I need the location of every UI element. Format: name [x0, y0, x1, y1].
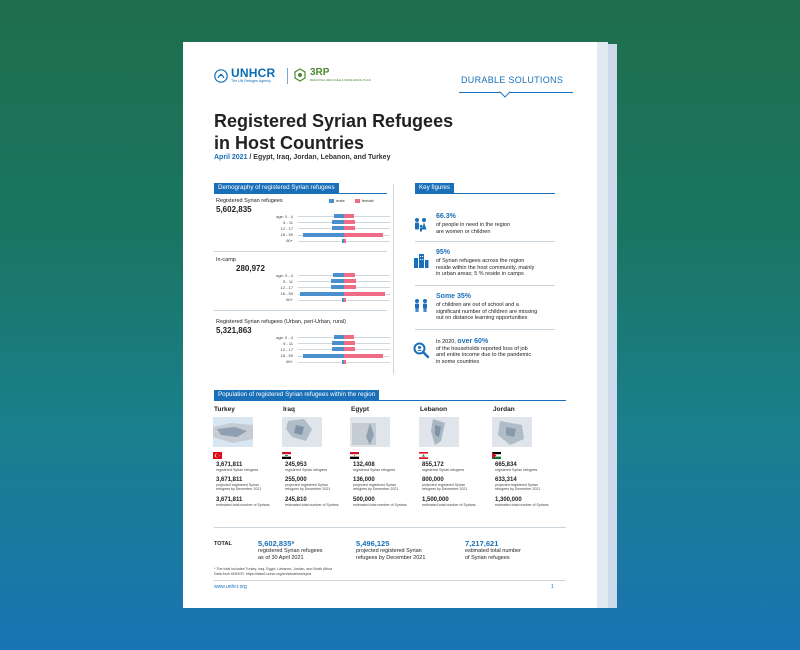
3rp-subtitle: REGIONAL REFUGEE & RESILIENCE PLAN [310, 78, 371, 82]
footer-url[interactable]: www.unhcr.org [214, 584, 247, 590]
map-icon [213, 417, 253, 447]
demography-separator [214, 251, 387, 252]
male-bar [303, 354, 344, 358]
kf3-value: Some 35% [436, 293, 472, 300]
country-name: Egypt [351, 406, 370, 413]
country-column-egypt [351, 406, 419, 507]
country-column-jordan [493, 406, 561, 507]
key-figures-rule [415, 193, 555, 194]
kf-separator-3 [415, 329, 555, 330]
female-bar [344, 335, 354, 339]
total-registered-label-1: registered Syrian refugees [258, 548, 323, 554]
stat-projected-label-2: refugees by December 2021 [495, 487, 541, 492]
country-stats [422, 462, 492, 507]
total-projected [356, 539, 425, 561]
footer-rule [214, 580, 566, 581]
stat-projected-label-2: refugees by December 2021 [285, 487, 331, 492]
country-column-iraq [283, 406, 351, 507]
female-bar [344, 347, 355, 351]
subtitle-date: April 2021 [214, 154, 248, 161]
egypt-flag-icon [350, 452, 359, 459]
unhcr-subtitle: The UN Refugee Agency [231, 79, 271, 83]
kf1-value: 66.3% [436, 213, 456, 220]
jordan-flag-icon [492, 452, 501, 459]
female-bar [344, 239, 346, 243]
stat-estimated-value: 3,671,811 [216, 496, 243, 503]
population-rule [214, 400, 566, 401]
country-column-lebanon [420, 406, 488, 507]
3rp-logo [293, 68, 371, 82]
magnifier-icon [412, 341, 430, 359]
total-projected-label-1: projected registered Syrian [356, 548, 422, 554]
unhcr-logo [214, 68, 275, 83]
column-divider [393, 184, 394, 374]
age-group-label: age: 0 - 4 [276, 272, 293, 278]
key-figures-heading: Key figures [415, 183, 454, 193]
country-column-turkey [214, 406, 282, 507]
kf2-line-3: in urban areas; 5 % reside in camps [436, 271, 524, 278]
demography-block-value: 5,602,835 [216, 205, 252, 214]
country-name: Iraq [283, 406, 295, 413]
total-registered-value: 5,602,835* [258, 539, 295, 548]
female-bar [344, 285, 356, 289]
stat-projected-label-2: refugees by December 2021 [216, 487, 262, 492]
female-bar [344, 220, 355, 224]
page-subtitle [214, 154, 390, 161]
stat-registered-label: registered Syrian refugees [285, 468, 328, 472]
demography-block-value: 5,321,863 [216, 326, 252, 335]
stat-projected-value: 136,000 [353, 477, 375, 484]
demography-block-value: 280,972 [236, 264, 265, 273]
kf-separator-2 [415, 285, 555, 286]
stat-estimated-value: 1,500,000 [422, 496, 449, 503]
age-group-label: 60+ [286, 297, 293, 303]
male-bar [334, 214, 344, 218]
age-group-label: 12 - 17 [280, 225, 293, 231]
title-line-1: Registered Syrian Refugees [214, 111, 454, 131]
map-icon [492, 417, 532, 447]
kf2-line-1: of Syrian refugees across the region [436, 258, 525, 264]
male-bar [333, 273, 344, 277]
female-swatch [355, 199, 360, 203]
legend-female: female [361, 198, 374, 203]
total-projected-label-2: refugees by December 2021 [356, 554, 426, 561]
iraq-flag-icon [282, 452, 291, 459]
country-map [492, 417, 532, 447]
age-group-label: 60+ [286, 359, 293, 365]
female-bar [344, 279, 356, 283]
kf-separator-1 [415, 241, 555, 242]
kf1-line-1: of people in need in the region [436, 222, 511, 228]
male-bar [300, 292, 344, 296]
legend-male: male [336, 198, 345, 203]
stat-registered-value: 3,671,811 [216, 462, 243, 468]
kf3-line-2: significant number of children are missing [436, 308, 538, 315]
total-projected-value: 5,496,125 [356, 539, 390, 548]
country-name: Lebanon [420, 406, 448, 413]
male-bar [332, 341, 344, 345]
total-registered [258, 539, 323, 561]
kf4-line-3: in some countries [436, 358, 480, 365]
footnote-1: * The total includes Turkey, Iraq, Egypt, Lebanon, Jordan, and North Africa [214, 567, 333, 571]
age-group-label: age: 0 - 4 [276, 334, 293, 340]
map-icon [282, 417, 322, 447]
age-group-label: 5 - 11 [283, 278, 293, 284]
stat-registered-label: registered Syrian refugees [216, 468, 259, 472]
stat-registered-value: 132,408 [353, 462, 375, 468]
section-tag: DURABLE SOLUTIONS [461, 75, 564, 85]
country-map [282, 417, 322, 447]
kf4-line-1: of the households reported loss of job [436, 345, 528, 352]
male-bar [332, 220, 344, 224]
female-bar [344, 273, 355, 277]
kf2-text [436, 258, 576, 278]
country-stats [216, 462, 286, 507]
kf2-value: 95% [436, 249, 451, 256]
total-estimated-label-2: of Syrian refugees [465, 554, 510, 561]
stat-estimated-value: 245,810 [285, 496, 307, 503]
kf4-line-2: and entire income due to the pandemic [436, 352, 532, 359]
total-label: TOTAL [214, 541, 232, 547]
male-bar [332, 347, 344, 351]
male-bar [334, 335, 344, 339]
female-bar [344, 341, 355, 345]
demography-legend [329, 198, 374, 203]
page-number: 1 [551, 584, 554, 590]
family-icon [412, 216, 430, 234]
demography-block-label: Registered Syrian refugees [216, 198, 283, 204]
map-icon [419, 417, 459, 447]
stat-registered-value: 665,834 [495, 462, 517, 468]
female-bar [344, 233, 383, 237]
stat-projected-value: 633,314 [495, 477, 517, 484]
kf3-line-3: out on distance learning opportunities [436, 315, 528, 322]
title-line-2: in Host Countries [214, 133, 365, 153]
footnotes [214, 567, 332, 576]
kf4-text [436, 339, 586, 365]
turkey-flag-icon [213, 452, 222, 459]
age-group-label: 12 - 17 [280, 346, 293, 352]
male-bar [303, 233, 344, 237]
kf1-line-2: are women or children [436, 228, 491, 235]
country-map [350, 417, 390, 447]
kf2-line-2: reside within the host community, mainly [436, 264, 535, 271]
population-heading: Population of registered Syrian refugees within the region [214, 390, 379, 400]
stat-registered-label: registered Syrian refugees [422, 468, 465, 472]
country-name: Turkey [214, 406, 235, 413]
header-rule [459, 92, 573, 93]
map-icon [350, 417, 390, 447]
male-bar [331, 285, 344, 289]
stat-estimated-label: estimated total number of Syrians [285, 502, 339, 507]
demography-block-label: Registered Syrian refugees (Urban, peri-Urban, rural) [216, 319, 346, 325]
lebanon-flag-icon [419, 452, 428, 459]
male-swatch [329, 199, 334, 203]
demography-rule [214, 193, 387, 194]
stat-registered-label: registered Syrian refugees [495, 468, 538, 472]
header-notch [499, 86, 510, 97]
stat-estimated-label: estimated total number of Syrians [353, 502, 407, 507]
3rp-name: 3RP [310, 67, 330, 78]
kf4-prefix: In 2020, [436, 339, 458, 345]
stat-projected-label-1: projected registered Syrian [422, 483, 465, 488]
logo-divider [287, 68, 288, 84]
stat-estimated-label: estimated total number of Syrians [216, 502, 270, 507]
total-estimated [465, 539, 521, 561]
age-group-label: 60+ [286, 238, 293, 244]
stat-registered-value: 245,953 [285, 462, 307, 468]
3rp-emblem-icon [293, 68, 307, 82]
stat-projected-value: 3,671,811 [216, 477, 243, 484]
country-stats [495, 462, 565, 507]
stat-projected-label-2: refugees by December 2021 [353, 487, 399, 492]
demography-block-label: In-camp [216, 257, 236, 263]
country-map [213, 417, 253, 447]
totals-rule [214, 527, 566, 528]
total-estimated-value: 7,217,621 [465, 539, 499, 548]
female-bar [344, 298, 346, 302]
city-icon [412, 252, 430, 270]
total-estimated-label-1: estimated total number [465, 548, 521, 554]
age-group-label: 5 - 11 [283, 340, 293, 346]
stat-estimated-label: estimated total number of Syrians [422, 502, 476, 507]
country-name: Jordan [493, 406, 515, 413]
stat-projected-label-1: projected registered Syrian [216, 483, 259, 488]
female-bar [344, 226, 355, 230]
stat-estimated-value: 500,000 [353, 496, 375, 503]
age-group-label: age: 0 - 4 [276, 213, 293, 219]
age-group-label: 18 - 59 [280, 291, 293, 297]
total-registered-label-2: as of 30 April 2021 [258, 554, 304, 561]
stat-projected-value: 255,000 [285, 477, 307, 484]
kf1-text [436, 222, 576, 235]
unhcr-name: UNHCR [231, 66, 276, 80]
stat-registered-label: registered Syrian refugees [353, 468, 396, 472]
male-bar [331, 279, 344, 283]
country-stats [285, 462, 355, 507]
stat-projected-label-1: projected registered Syrian [353, 483, 396, 488]
kf3-text [436, 302, 576, 322]
demography-separator [214, 310, 387, 311]
female-bar [344, 292, 385, 296]
female-bar [344, 354, 383, 358]
kf4-value: over 60% [457, 338, 489, 345]
stat-projected-label-1: projected registered Syrian [285, 483, 328, 488]
country-stats [353, 462, 423, 507]
page-title [214, 110, 474, 154]
stat-projected-value: 800,000 [422, 477, 444, 484]
kf4-line-0 [436, 339, 586, 346]
stat-projected-label-2: refugees by December 2021 [422, 487, 468, 492]
children-icon [412, 296, 430, 314]
age-group-label: 18 - 59 [280, 232, 293, 238]
age-group-label: 12 - 17 [280, 284, 293, 290]
female-bar [344, 214, 354, 218]
age-group-label: 5 - 11 [283, 219, 293, 225]
female-bar [344, 360, 346, 364]
stat-estimated-value: 1,300,000 [495, 496, 522, 503]
unhcr-emblem-icon [214, 69, 228, 83]
subtitle-countries: / Egypt, Iraq, Jordan, Lebanon, and Turkey [247, 154, 391, 161]
footnote-2: Data from UNHCR: https://data2.unhcr.org/en/situations/syria [214, 571, 312, 576]
country-map [419, 417, 459, 447]
document-page [183, 42, 597, 608]
demography-heading: Demography of registered Syrian refugees [214, 183, 339, 193]
kf3-line-1: of children are out of school and a [436, 302, 519, 308]
age-group-label: 18 - 59 [280, 353, 293, 359]
male-bar [332, 226, 344, 230]
stat-estimated-label: estimated total number of Syrians [495, 502, 549, 507]
stat-registered-value: 855,172 [422, 462, 444, 468]
stat-projected-label-1: projected registered Syrian [495, 483, 538, 488]
